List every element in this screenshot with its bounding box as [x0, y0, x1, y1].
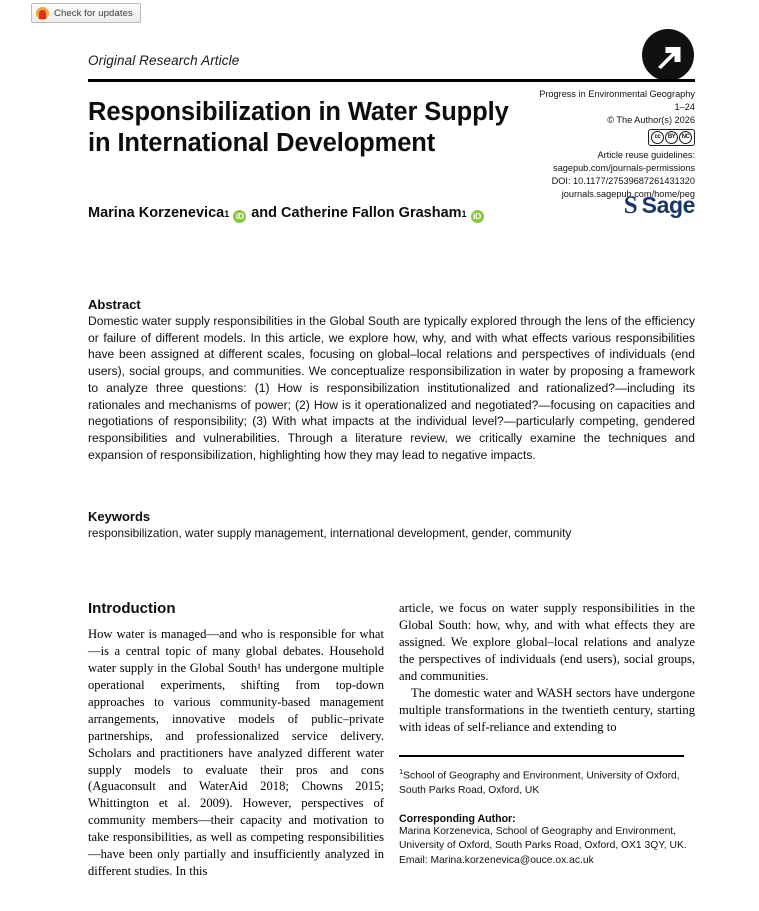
affiliation-value: School of Geography and Environment, University of Oxford, South Parks Road, Oxford, UK [399, 770, 680, 797]
doi-line[interactable]: DOI: 10.1177/27539687261431320 [551, 176, 695, 187]
corresponding-author-text: Marina Korzenevica, School of Geography and Environment, University of Oxford, South Parks Road, Oxford, OX1 3QY, UK. [399, 825, 687, 852]
footnote-block [399, 755, 695, 868]
permissions-link[interactable]: sagepub.com/journals-permissions [553, 163, 695, 174]
author-affiliation-marker-2: 1 [461, 209, 467, 219]
corresponding-author-email[interactable]: Email: Marina.korzenevica@ouce.ox.ac.uk [399, 854, 594, 866]
author-name-1: Marina Korzenevica [88, 205, 225, 221]
sage-publisher-logo [624, 193, 695, 218]
abstract-section [88, 297, 695, 464]
intro-paragraph-left: How water is managed—and who is responsible for what—is a central topic of many global debates. Household water supply in the Global South¹ has undergone multiple operational experiments, shifting from top-down approaches to various community-based management arrangements, innovative models of public–private partnerships, and professionalized service delivery. Scholars and practitioners have analyzed different water supply models to evaluate their pros and cons (Aguaconsult and WaterAid 2018; Chowns 2015; Whittington et al. 2009). However, perspectives of community members—their capacity and motivation to take responsibilities, as well as competing responsibilities—have been only partially and insufficiently analyzed in different studies. In this [88, 627, 384, 879]
keywords-heading: Keywords [88, 509, 151, 524]
author-list [88, 205, 558, 221]
keywords-section [88, 509, 695, 542]
creative-commons-badge[interactable] [648, 129, 695, 146]
affiliation-text [399, 767, 695, 799]
orcid-icon-2[interactable]: iD [471, 210, 484, 223]
sage-s-icon: S [623, 192, 638, 219]
journal-masthead [475, 88, 695, 201]
journal-logo-icon [641, 28, 695, 82]
cc-icon: cc [651, 131, 664, 144]
title-line-1: Responsibilization in Water Supply [88, 98, 509, 126]
intro-paragraph-right-1: article, we focus on water supply responsibilities in the Global South: how, why, and with what effects they are assigned. We explore global–local relations and analyze the perspectives of individuals (end users), social groups, and communities. [399, 601, 695, 683]
corresponding-author-heading: Corresponding Author: [399, 812, 516, 825]
page-title [88, 97, 518, 159]
intro-paragraph-right-2: The domestic water and WASH sectors have undergone multiple transformations in the twentieth century, starting with ideas of self-reliance and extending to [399, 685, 695, 734]
header-divider [88, 79, 695, 82]
body-column-left [88, 600, 384, 880]
journal-name: Progress in Environmental Geography [539, 89, 695, 99]
check-for-updates-label: Check for updates [54, 7, 133, 19]
sage-wordmark: Sage [641, 192, 695, 218]
author-affiliation-marker-1: 1 [224, 209, 230, 219]
check-for-updates-button[interactable] [31, 3, 141, 23]
introduction-heading: Introduction [88, 600, 176, 617]
orcid-icon-1[interactable]: iD [233, 210, 246, 223]
page-range: 1–24 [674, 102, 695, 113]
cc-by-icon: BY [665, 131, 678, 144]
crossmark-icon [36, 7, 49, 20]
author-conjunction: and [251, 205, 277, 221]
affiliation-marker: 1 [399, 767, 404, 776]
cc-nc-icon: NC [679, 131, 692, 144]
keywords-text: responsibilization, water supply management, international development, gender, community [88, 526, 572, 540]
body-column-right [399, 600, 695, 736]
journal-home-link[interactable]: journals.sagepub.com/home/peg [561, 189, 695, 200]
copyright-line: © The Author(s) 2026 [607, 115, 695, 126]
article-type-kicker: Original Research Article [88, 53, 240, 68]
abstract-text: Domestic water supply responsibilities in the Global South are typically explored through the lens of the efficiency or failure of different models. In this article, we explore how, why, and with what effects various responsibilities have been assigned at different scales, focusing on global–local relations and perspectives of individuals (end users), social groups, and communities. We conceptualize responsibilization in water by proposing a framework to analyze three questions: (1) How is responsibilization institutionalized and rationalized?—including its rationales and mechanisms of power; (2) How is it operationalized and negotiated?—focusing on capacities and negotiations of responsibility; (3) With what impacts at the individual level?—particularly competing, gendered responsibilities and vulnerabilities. Through a literature review, we critically examine the techniques and expansion of responsibilization, highlighting how they may lead to negative impacts. [88, 314, 695, 462]
footnote-divider [399, 755, 684, 757]
reuse-guidelines-label: Article reuse guidelines: [597, 150, 695, 161]
abstract-heading: Abstract [88, 297, 141, 312]
title-line-2: in International Development [88, 129, 436, 158]
author-name-2: Catherine Fallon Grasham [281, 205, 462, 221]
